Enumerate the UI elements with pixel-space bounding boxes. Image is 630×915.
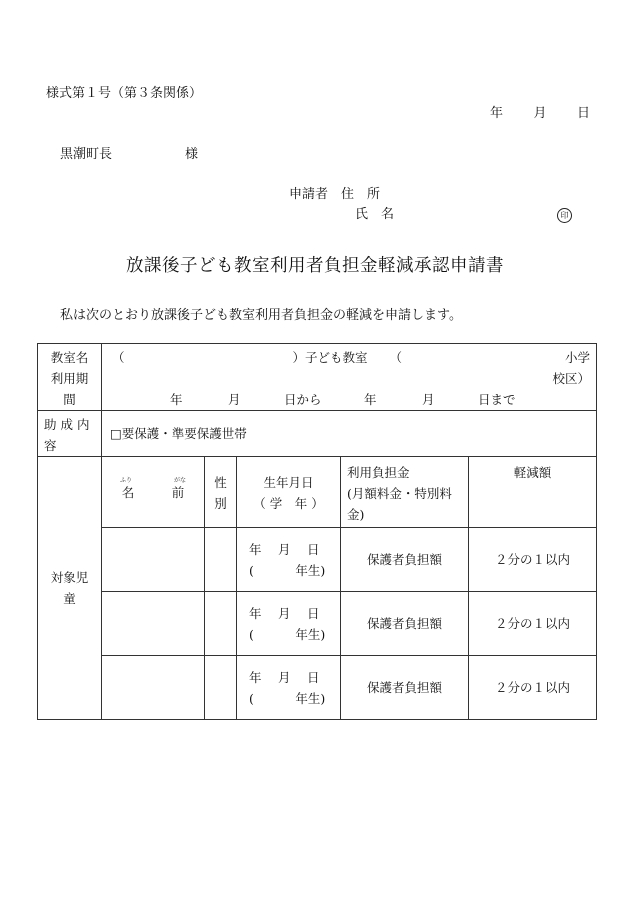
reduction-column-header: 軽減額 <box>469 457 597 528</box>
birthdate-label-line-1: 生年月日 <box>263 475 314 490</box>
children-label-line-1: 対象児 <box>50 570 89 585</box>
child-1-birth-date: 年 月 日 <box>249 541 320 557</box>
child-row-3 <box>38 656 597 720</box>
aid-checkbox-option[interactable]: □要保護・準要保護世帯 <box>102 411 597 457</box>
recipient-honorific: 様 <box>185 147 199 162</box>
child-2-reduction: ２分の１以内 <box>469 592 597 656</box>
classroom-label-line-3: 間 <box>63 392 76 407</box>
fee-column-header <box>341 457 469 528</box>
child-3-fee: 保護者負担額 <box>341 656 469 720</box>
period-end-day: 日まで <box>478 392 516 407</box>
children-header-row <box>38 457 597 528</box>
sex-label-line-1: 性 <box>214 475 227 490</box>
fee-label-line-3: 金) <box>347 507 365 522</box>
period-end-month: 月 <box>422 392 435 407</box>
application-form-table <box>37 343 597 720</box>
child-3-grade: ( 年生) <box>249 690 326 706</box>
furigana-label <box>102 477 204 485</box>
sex-column-header <box>205 457 237 528</box>
child-2-sex-cell[interactable] <box>205 592 237 656</box>
child-3-birth-date: 年 月 日 <box>249 669 320 685</box>
usage-period <box>112 389 590 410</box>
recipient <box>60 147 199 162</box>
classroom-label <box>38 344 102 411</box>
period-end-year: 年 <box>364 392 377 407</box>
child-2-birth-cell[interactable] <box>237 592 341 656</box>
child-2-birth-date: 年 月 日 <box>249 605 320 621</box>
child-3-reduction: ２分の１以内 <box>469 656 597 720</box>
children-label <box>38 457 102 720</box>
seal-mark: 印 <box>557 208 572 223</box>
child-1-birth-cell[interactable] <box>237 528 341 592</box>
classroom-suffix: ）子ども教室 <box>292 350 368 365</box>
recipient-name: 黒潮町長 <box>60 147 113 162</box>
child-row-2 <box>38 592 597 656</box>
date-day: 日 <box>576 106 590 121</box>
fee-label-line-1: 利用負担金 <box>347 465 410 480</box>
aid-label-line-2: 容 <box>44 438 57 453</box>
date-month: 月 <box>533 106 547 121</box>
document-title: 放課後子ども教室利用者負担金軽減承認申請書 <box>126 256 504 276</box>
child-2-grade: ( 年生) <box>249 626 326 642</box>
furigana-part-2: がな <box>173 477 186 484</box>
school-district-line-1: 小学 <box>565 350 591 365</box>
child-row-1 <box>38 528 597 592</box>
aid-label-line-1: 助 成 内 <box>44 417 90 432</box>
child-2-name-cell[interactable] <box>102 592 205 656</box>
applicant-name: 氏 名 <box>355 207 395 222</box>
period-start-day: 日から <box>284 392 322 407</box>
child-1-grade: ( 年生) <box>249 562 326 578</box>
form-number: 様式第１号（第３条関係） <box>46 86 203 101</box>
aid-label <box>38 411 102 457</box>
child-1-fee: 保護者負担額 <box>341 528 469 592</box>
birthdate-column-header <box>237 457 341 528</box>
school-district-line-2: 校区） <box>552 371 591 386</box>
child-3-sex-cell[interactable] <box>205 656 237 720</box>
name-column-label: 名 前 <box>121 485 185 500</box>
birthdate-label-line-2: （ 学 年 ） <box>253 496 324 511</box>
applicant-address: 申請者 住 所 <box>289 187 381 202</box>
sex-label-line-2: 別 <box>214 496 227 511</box>
child-2-fee: 保護者負担額 <box>341 592 469 656</box>
children-label-line-2: 童 <box>63 591 76 606</box>
fee-label-line-2: (月額料金・特別料 <box>347 486 452 501</box>
classroom-label-line-1: 教室名 <box>50 350 89 365</box>
classroom-open-paren: （ <box>112 350 125 365</box>
name-column-header <box>102 457 205 528</box>
classroom-content[interactable] <box>102 344 597 411</box>
child-1-name-cell[interactable] <box>102 528 205 592</box>
child-1-reduction: ２分の１以内 <box>469 528 597 592</box>
furigana-part-1: ふり <box>120 477 133 484</box>
child-1-sex-cell[interactable] <box>205 528 237 592</box>
child-3-name-cell[interactable] <box>102 656 205 720</box>
aid-row <box>38 411 597 457</box>
date-year: 年 <box>490 106 504 121</box>
school-open-paren: （ <box>389 350 403 365</box>
intro-text: 私は次のとおり放課後子ども教室利用者負担金の軽減を申請します。 <box>60 308 462 323</box>
period-start-year: 年 <box>170 392 183 407</box>
date-line <box>490 107 590 120</box>
period-start-month: 月 <box>228 392 241 407</box>
child-3-birth-cell[interactable] <box>237 656 341 720</box>
classroom-row <box>38 344 597 411</box>
classroom-label-line-2: 利用期 <box>50 371 89 386</box>
